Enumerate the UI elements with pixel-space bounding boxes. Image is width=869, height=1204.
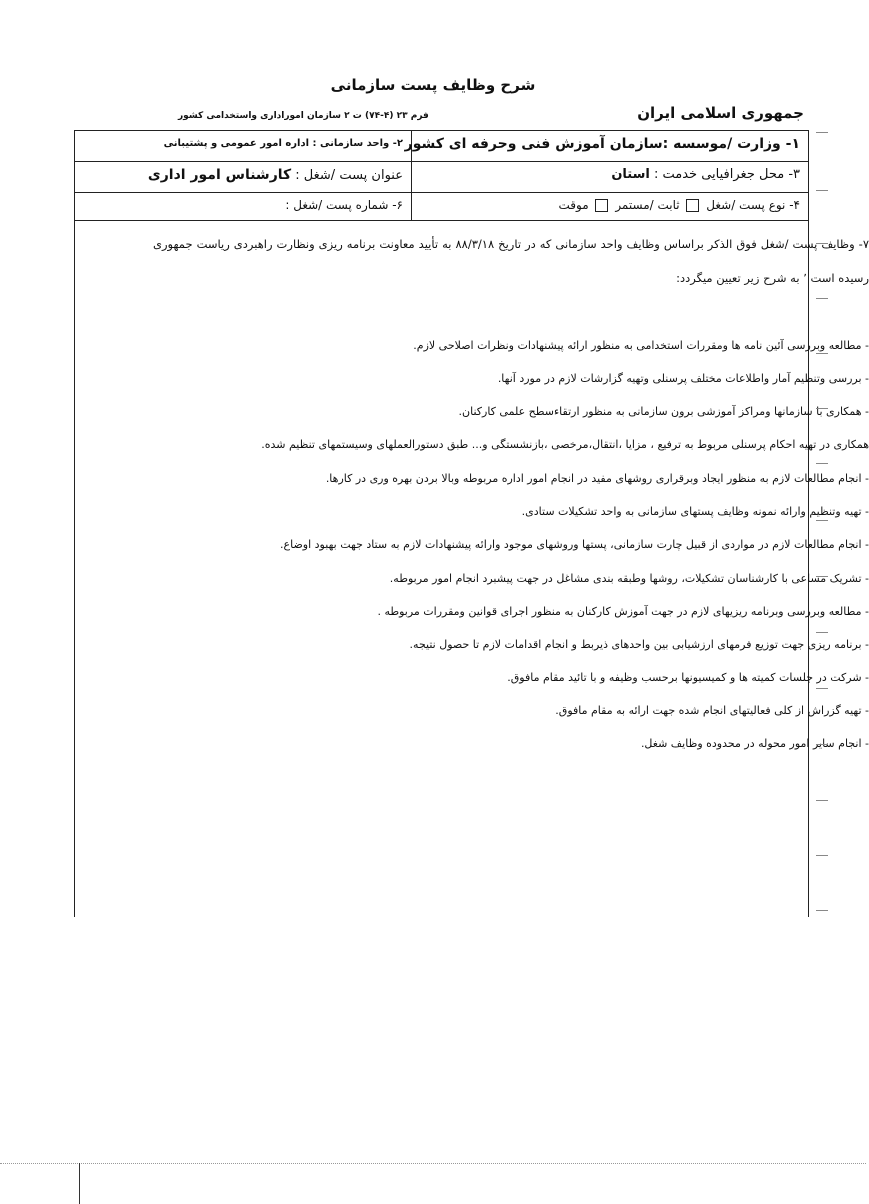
- scan-bottom-line: [0, 1163, 866, 1164]
- duty-item: همکاری در تهیه احکام پرسنلی مربوط به ترفیع ، مزایا ،انتقال،مرخصی ،بازنشستگی و... طبق دستورالعملهای وسیستمهای تنظیم شده.: [261, 438, 869, 451]
- scan-margin-mark: [816, 520, 828, 521]
- scan-margin-mark: [816, 744, 828, 745]
- location-field: [611, 167, 800, 182]
- scan-margin-mark: [816, 632, 828, 633]
- scan-margin-mark: [816, 576, 828, 577]
- location-label: ۳- محل جغرافیایی خدمت :: [649, 167, 800, 182]
- job-type-label: ۴- نوع پست /شغل: [706, 198, 800, 212]
- duty-item: - همکاری با سازمانها ومراکز آموزشی برون سازمانی به منظور ارتقاءسطح علمی کارکنان.: [458, 405, 869, 418]
- country-name: جمهوری اسلامی ایران: [637, 104, 804, 122]
- job-title-value: کارشناس امور اداری: [147, 167, 292, 183]
- scan-margin-mark: [816, 688, 828, 689]
- scan-bottom-tick: [79, 1163, 80, 1204]
- duty-item: - انجام سایر امور محوله در محدوده وظایف شغل.: [640, 737, 869, 750]
- form-row-3: [75, 193, 808, 221]
- section-7-intro: ۷- وظایف پست /شغل فوق الذکر براساس وظایف واحد سازمانی که در تاریخ ۸۸/۳/۱۸ به تأیید معاونت برنامه ریزی ونظارت راهبردی ریاست جمهوری رسیده است ٬ به شرح زیر تعیین میگردد:: [153, 237, 869, 285]
- scan-margin-mark: [816, 800, 828, 801]
- duty-item: - تهیه وتنظیم وارائه نمونه وظایف پستهای سازمانی به واحد تشکیلات ستادی.: [521, 505, 869, 518]
- temporary-checkbox[interactable]: [595, 199, 608, 212]
- job-type-field: [559, 198, 801, 212]
- duties-list: [153, 329, 869, 760]
- form-code: فرم ۲۳ (۴-۷۴) ت ۲ سازمان اموراداری واستخدامی کشور: [178, 111, 429, 121]
- form-row-1: [75, 131, 808, 162]
- scan-margin-mark: [816, 855, 828, 856]
- scan-margin-mark: [816, 353, 828, 354]
- scan-margin-mark: [816, 463, 828, 464]
- form-row-2: [75, 162, 808, 193]
- scan-margin-mark: [816, 190, 828, 191]
- temporary-option-label: موقت: [558, 198, 589, 212]
- duty-item: - تشریک مساعی با کارشناسان تشکیلات، روشها وطبقه بندی مشاغل در جهت پیشبرد انجام امور مربوطه.: [389, 572, 869, 585]
- duty-item: - انجام مطالعات لازم در مواردی از قبیل چارت سازمانی، پستها وروشهای موجود وارائه پیشنهادات لازم به ستاد جهت بهبود اوضاع.: [280, 538, 869, 551]
- duty-item: - انجام مطالعات لازم به منظور ایجاد وبرقراری روشهای مفید در انجام امور اداره مربوطه وبالا بردن بهره وری در کارها.: [325, 472, 869, 485]
- duty-item: - بررسی وتنظیم آمار واطلاعات مختلف پرسنلی وتهیه گزارشات لازم در مورد آنها.: [497, 372, 869, 385]
- post-number-field: ۶- شماره پست /شغل :: [285, 198, 403, 212]
- location-value: استان: [611, 167, 650, 182]
- permanent-checkbox[interactable]: [686, 199, 699, 212]
- scan-margin-mark: [816, 132, 828, 133]
- scan-margin-mark: [816, 910, 828, 911]
- unit-field: ۲- واحد سازمانی : اداره امور عمومی و پشتیبانی: [163, 138, 403, 149]
- permanent-option-label: ثابت /مستمر: [615, 198, 680, 212]
- scan-margin-mark: [816, 298, 828, 299]
- duty-item: - شرکت در جلسات کمیته ها و کمیسیونها برحسب وظیفه و با تائید مقام مافوق.: [507, 671, 869, 684]
- job-description-form: [74, 130, 869, 917]
- job-title-label: عنوان پست /شغل :: [291, 168, 403, 183]
- duty-item: - مطالعه وبررسی آئین نامه ها ومقررات استخدامی به منظور ارائه پیشنهادات ونظرات اصلاحی لازم.: [413, 339, 869, 352]
- document-title: شرح وظایف پست سازمانی: [330, 76, 536, 94]
- scan-margin-mark: [816, 408, 828, 409]
- ministry-field: ۱- وزارت /موسسه :سازمان آموزش فنی وحرفه ای کشور: [404, 136, 800, 152]
- duty-item: - مطالعه وبررسی وبرنامه ریزیهای لازم در جهت آموزش کارکنان به منظور اجرای قوانین ومقررات مربوطه .: [377, 605, 869, 618]
- job-title-field: [148, 167, 403, 183]
- duty-item: - برنامه ریزی جهت توزیع فرمهای ارزشیابی بین واحدهای ذیربط و انجام اقدامات لازم تا حصول نتیجه.: [409, 638, 869, 651]
- scan-margin-mark: [816, 243, 828, 244]
- duty-item: - تهیه گزراش از کلی فعالیتهای انجام شده جهت ارائه به مقام مافوق.: [555, 704, 869, 717]
